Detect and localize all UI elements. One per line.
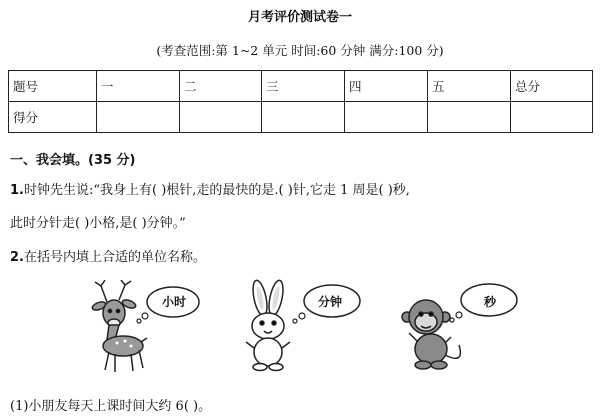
score-table [8,70,593,133]
table-cell: 总分 [511,71,593,102]
score-input-cell[interactable] [345,102,428,133]
table-row [9,71,593,102]
section-heading: 一、我会填。(35 分) [10,153,136,168]
table-cell: 一 [97,71,180,102]
deer-illustration [85,280,205,375]
question-2 [10,246,206,265]
exam-info: (考查范围:第 1~2 单元 时间:60 分钟 满分:100 分) [156,43,444,58]
score-input-cell[interactable] [97,102,180,133]
table-row [9,102,593,133]
score-input-cell[interactable] [180,102,262,133]
question-number: 2. [10,250,24,265]
table-cell: 四 [345,71,428,102]
question-text: 时钟先生说:“我身上有( )根针,走的最快的是.( )针,它走 1 周是( )秒, [23,183,410,198]
table-cell: 得分 [9,102,97,133]
score-input-cell[interactable] [511,102,593,133]
table-cell: 五 [428,71,511,102]
bubble-label-minute: 分钟 [318,295,343,309]
table-cell: 题号 [9,71,97,102]
score-input-cell[interactable] [428,102,511,133]
rabbit-illustration [230,278,370,373]
page-title: 月考评价测试卷一 [247,10,352,25]
question-1-line-1 [10,179,410,198]
question-text: 在括号内填上合适的单位名称。 [23,250,206,265]
monkey-illustration [395,275,535,375]
bubble-label-second: 秒 [484,295,497,309]
question-2-1: (1)小朋友每天上课时间大约 6( )。 [10,399,212,414]
score-input-cell[interactable] [262,102,345,133]
table-cell: 二 [180,71,262,102]
question-number: 1. [10,183,24,198]
question-1-line-2: 此时分针走( )小格,是( )分钟。” [10,216,186,231]
bubble-label-hour: 小时 [162,295,187,309]
table-cell: 三 [262,71,345,102]
